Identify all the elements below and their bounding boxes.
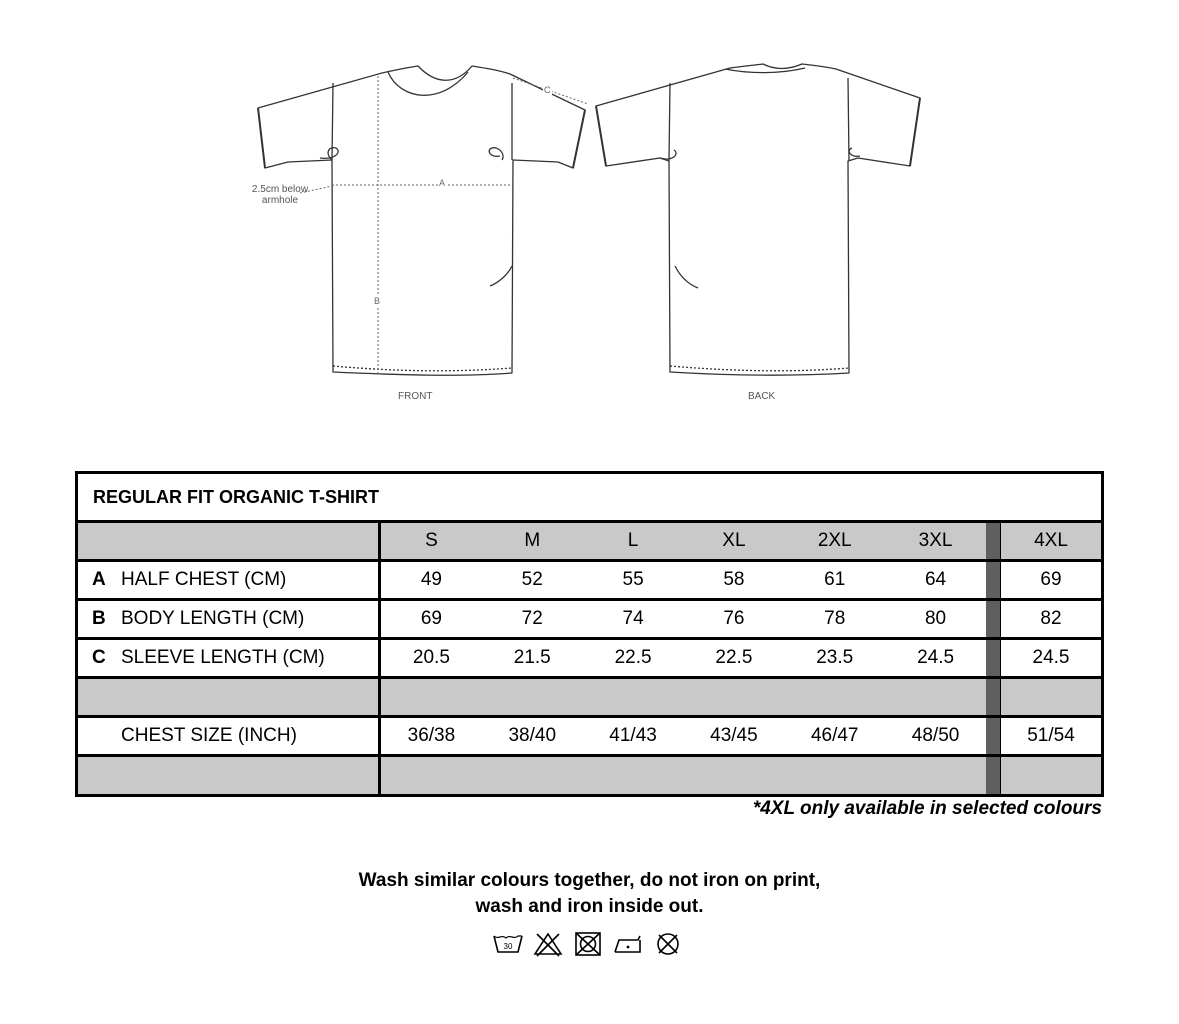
- table-cell: 36/38: [407, 725, 456, 746]
- measure-a-label: A: [439, 178, 446, 188]
- care-icons: [492, 930, 684, 958]
- table-cell: 22.5: [614, 647, 652, 668]
- size-header-4xl: 4XL: [1000, 523, 1101, 559]
- armhole-note: 2.5cm below armhole: [251, 184, 309, 206]
- availability-footnote: *4XL only available in selected colours: [752, 798, 1102, 819]
- table-cell: 72: [521, 608, 543, 629]
- front-shirt-outline: [258, 66, 585, 375]
- size-table: [75, 471, 1104, 797]
- measure-lines: [300, 76, 588, 373]
- iron-low-icon: [612, 930, 644, 958]
- row-label: BODY LENGTH (CM): [121, 608, 305, 629]
- column-separator: [986, 523, 1000, 559]
- table-cell: 80: [924, 608, 947, 629]
- table-cell-4xl: 51/54: [1000, 718, 1101, 754]
- tshirt-diagram: [240, 28, 940, 428]
- row-letter: A: [92, 569, 106, 590]
- table-cell: 48/50: [911, 725, 960, 746]
- table-row: [78, 640, 1101, 679]
- table-cell: 74: [622, 608, 644, 629]
- back-label: BACK: [748, 391, 776, 402]
- table-cell: 24.5: [917, 647, 955, 668]
- table-cell: 52: [521, 569, 543, 590]
- header-label-cell: [78, 523, 381, 559]
- spacer-row: [78, 679, 1101, 718]
- table-cell: 76: [723, 608, 745, 629]
- table-cell: 41/43: [609, 725, 657, 746]
- table-row: [78, 562, 1101, 601]
- column-separator: [986, 640, 1000, 676]
- column-separator: [986, 679, 1000, 715]
- size-header: L: [627, 530, 639, 551]
- no-dry-clean-icon: [652, 930, 684, 958]
- size-header: M: [524, 530, 541, 551]
- size-header: 3XL: [918, 530, 953, 551]
- table-cell: 43/45: [710, 725, 758, 746]
- row-letter: C: [92, 647, 106, 668]
- care-line-2: wash and iron inside out.: [475, 896, 704, 917]
- care-instructions: [0, 868, 1179, 920]
- front-label: FRONT: [398, 391, 433, 402]
- size-header: 2XL: [817, 530, 852, 551]
- table-cell: 58: [723, 569, 745, 590]
- table-cell: 55: [622, 569, 644, 590]
- table-cell: 64: [924, 569, 947, 590]
- table-row: [78, 601, 1101, 640]
- care-line-1: Wash similar colours together, do not iron on print,: [358, 870, 821, 891]
- measure-b-label: B: [374, 296, 381, 306]
- table-cell: 23.5: [816, 647, 854, 668]
- table-title: REGULAR FIT ORGANIC T-SHIRT: [78, 474, 1101, 523]
- table-cell: 61: [824, 569, 846, 590]
- table-cell-4xl: 69: [1000, 562, 1101, 598]
- tshirt-drawing: [240, 28, 940, 428]
- back-shirt-outline: [596, 64, 920, 375]
- row-label: SLEEVE LENGTH (CM): [121, 647, 325, 668]
- table-cell: 69: [420, 608, 442, 629]
- column-separator: [986, 757, 1000, 794]
- table-cell: 46/47: [810, 725, 859, 746]
- table-cell: 21.5: [513, 647, 551, 668]
- table-cell: 38/40: [508, 725, 557, 746]
- column-separator: [986, 718, 1000, 754]
- size-header: XL: [722, 530, 746, 551]
- size-header-row: [78, 523, 1101, 562]
- table-cell-4xl: 24.5: [1000, 640, 1101, 676]
- row-label: CHEST SIZE (INCH): [121, 725, 297, 746]
- table-cell: 49: [420, 569, 442, 590]
- row-label: HALF CHEST (CM): [121, 569, 287, 590]
- column-separator: [986, 601, 1000, 637]
- spacer-row: [78, 757, 1101, 794]
- table-row: [78, 718, 1101, 757]
- table-cell: 20.5: [412, 647, 450, 668]
- size-header: S: [425, 530, 438, 551]
- table-cell: 22.5: [715, 647, 753, 668]
- column-separator: [986, 562, 1000, 598]
- no-bleach-icon: [532, 930, 564, 958]
- no-tumble-dry-icon: [572, 930, 604, 958]
- table-cell-4xl: 82: [1000, 601, 1101, 637]
- table-cell: 78: [824, 608, 846, 629]
- wash-30-icon: [492, 930, 524, 958]
- row-letter: B: [92, 608, 106, 629]
- svg-text:30: 30: [503, 942, 513, 951]
- measure-c-label: C: [544, 85, 551, 95]
